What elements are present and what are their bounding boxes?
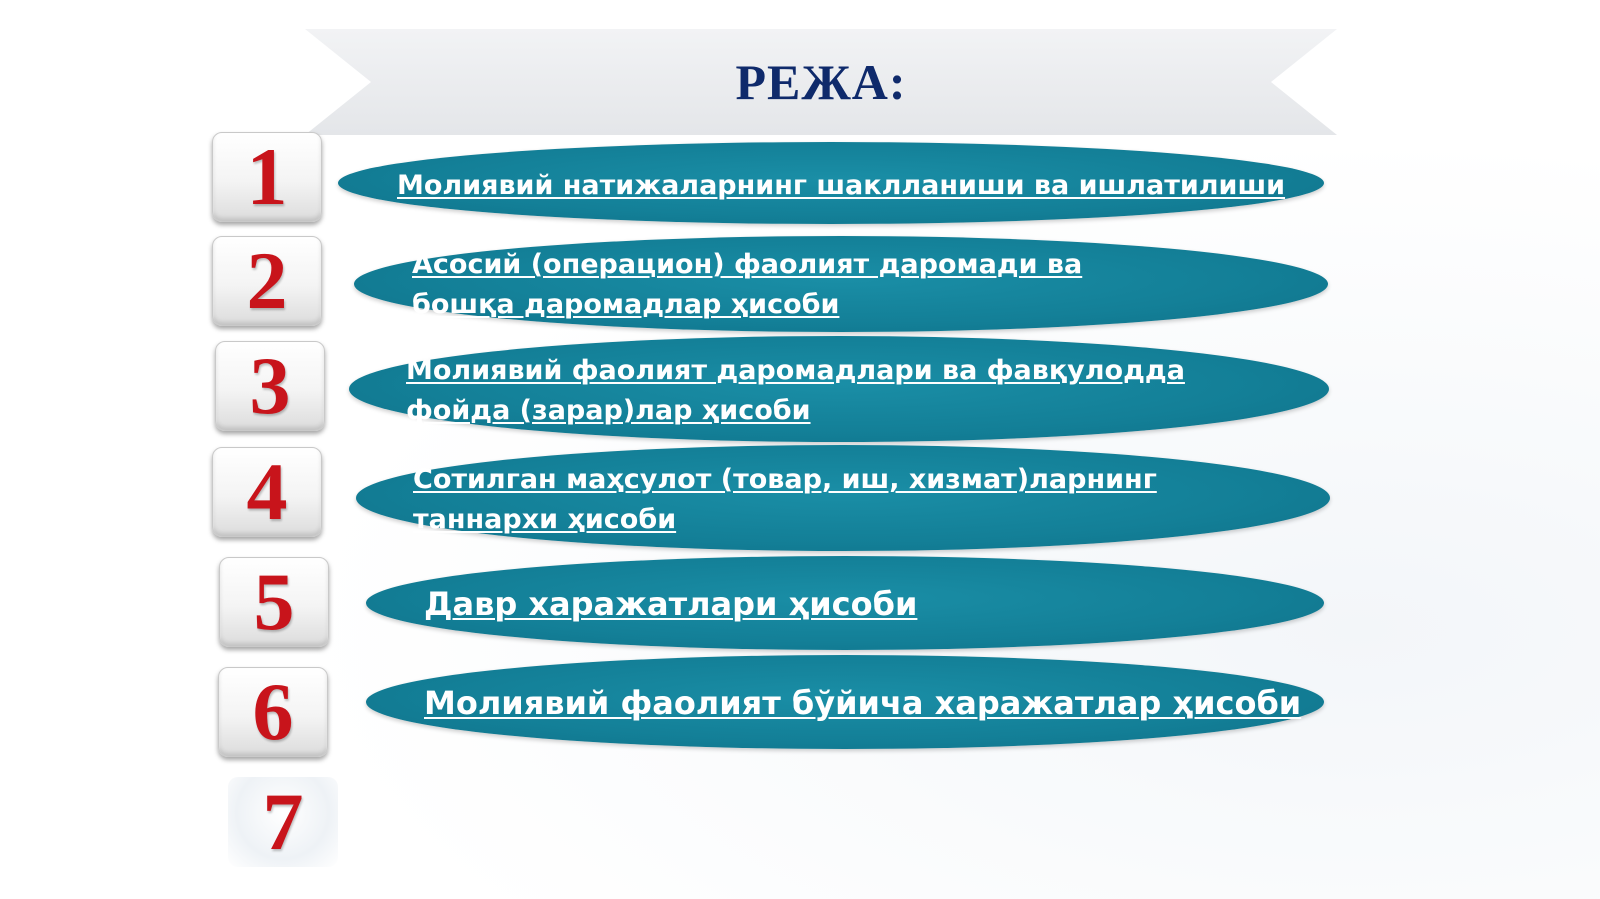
- number-tile-4: [212, 447, 322, 537]
- plan-item-6-link[interactable]: Молиявий фаолият бўйича харажатлар ҳисоби: [424, 684, 1302, 722]
- number-label: 3: [249, 340, 291, 431]
- number-tile-7: [228, 777, 338, 867]
- number-label: 1: [246, 131, 288, 222]
- number-label: 5: [253, 556, 295, 647]
- number-label: 7: [262, 776, 304, 867]
- number-label: 2: [246, 235, 288, 326]
- number-tile-1: [212, 132, 322, 222]
- plan-item-5-link[interactable]: Давр харажатлари ҳисоби: [424, 585, 918, 623]
- number-tile-2: [212, 236, 322, 326]
- plan-item-3-link[interactable]: Молиявий фаолият даромадлари ва фавқулодда фойда (зарар)лар ҳисоби: [406, 355, 1185, 426]
- number-label: 6: [252, 666, 294, 757]
- title-banner: [305, 29, 1337, 135]
- number-tile-5: [219, 557, 329, 647]
- number-tile-6: [218, 667, 328, 757]
- page-title: РЕЖА:: [735, 54, 907, 110]
- plan-item-2-link[interactable]: Асосий (операцион) фаолият даромади ва бошқа даромадлар ҳисоби: [412, 249, 1083, 320]
- plan-item-1-link[interactable]: Молиявий натижаларнинг шаклланиши ва ишлатилиши: [397, 170, 1286, 201]
- number-label: 4: [246, 446, 288, 537]
- number-tile-3: [215, 341, 325, 431]
- plan-item-4-link[interactable]: Сотилган маҳсулот (товар, иш, хизмат)ларнинг таннархи ҳисоби: [413, 464, 1157, 535]
